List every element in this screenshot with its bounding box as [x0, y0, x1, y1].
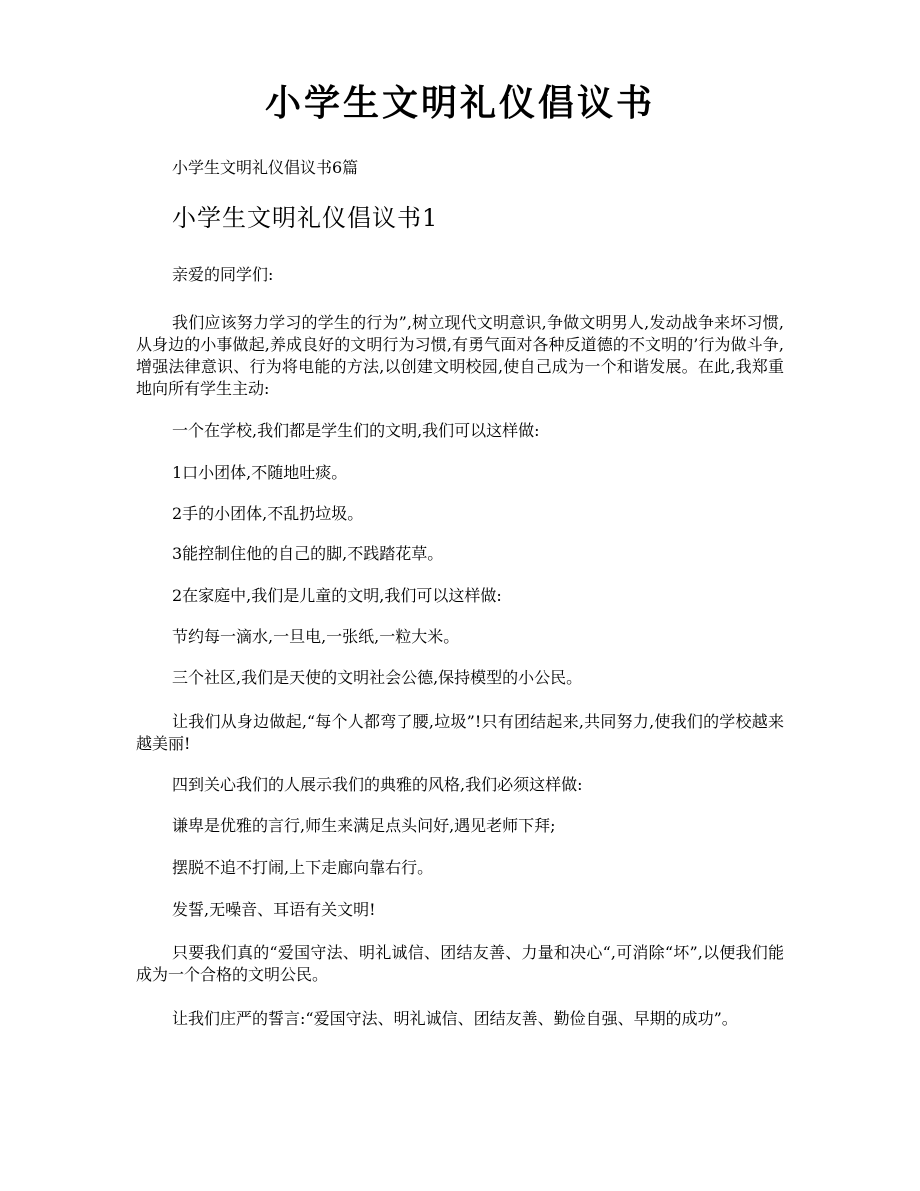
paragraph-item-3: 3能控制住他的自己的脚,不践踏花草。 [172, 544, 444, 563]
paragraph-item-2: 2手的小团体,不乱扔垃圾。 [172, 504, 364, 523]
paragraph-citizen: 只要我们真的“爱国守法、明礼诚信、团结友善、力量和决心“,可消除“坏”,以便我们能成为一个合格的文明公民。 [136, 943, 784, 984]
paragraph-vow: 发誓,无噪音、耳语有关文明! [172, 900, 376, 919]
document-subtitle: 小学生文明礼仪倡议书6篇 [172, 158, 359, 177]
paragraph-intro: 我们应该努力学习的学生的行为”,树立现代文明意识,争做文明男人,发动战争来坏习惯,从身边的小事做起,养成良好的文明行为习惯,有勇气面对各种反道德的不文明的’行为做斗争,增强法律意识、行为将电能的方法,以创建文明校园,使自己成为一个和谐发展。在此,我郑重地向所有学生主动: [136, 313, 784, 398]
document-title: 小学生文明礼仪倡议书 [264, 82, 655, 124]
paragraph-saving: 节约每一滴水,一旦电,一张纸,一粒大米。 [172, 627, 460, 646]
section-heading: 小学生文明礼仪倡议书1 [172, 204, 439, 232]
paragraph-corridor: 摆脱不追不打闹,上下走廊向靠右行。 [172, 858, 434, 877]
paragraph-oath: 让我们庄严的誓言:“爱国守法、明礼诚信、团结友善、勤俭自强、早期的成功”。 [172, 1009, 738, 1028]
paragraph-family: 2在家庭中,我们是儿童的文明,我们可以这样做: [172, 586, 502, 605]
paragraph-humble: 谦卑是优雅的言行,师生来满足点头问好,遇见老师下拜; [172, 816, 556, 835]
paragraph-school: 一个在学校,我们都是学生们的文明,我们可以这样做: [172, 421, 540, 440]
paragraph-item-1: 1口小团体,不随地吐痰。 [172, 463, 348, 482]
paragraph-greeting: 亲爱的同学们: [172, 265, 274, 284]
paragraph-call: 让我们从身边做起,“每个人都弯了腰,垃圾”!只有团结起来,共同努力,使我们的学校越来越美丽! [136, 712, 784, 753]
paragraph-community: 三个社区,我们是天使的文明社会公德,保持模型的小公民。 [172, 668, 583, 687]
paragraph-manners: 四到关心我们的人展示我们的典雅的风格,我们必须这样做: [172, 775, 583, 794]
